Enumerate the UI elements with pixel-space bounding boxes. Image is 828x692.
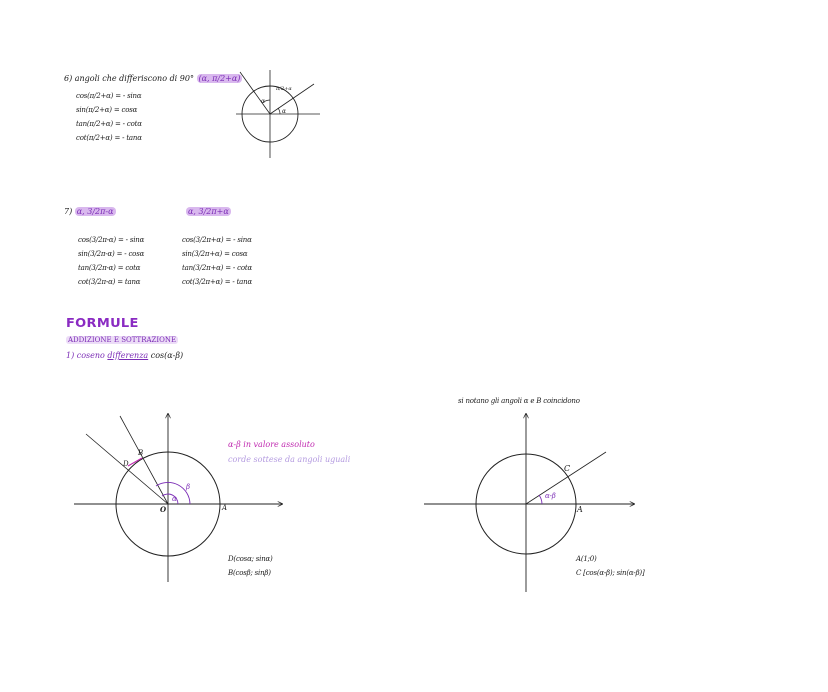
section-7-heading: 7) α, 3/2π-α bbox=[64, 207, 114, 216]
unit-circle-diagram-1 bbox=[228, 62, 328, 162]
coord-b: B(cosβ; sinβ) bbox=[228, 569, 271, 577]
formula-line: cot(π/2+α) = - tanα bbox=[76, 134, 142, 142]
origin-label: O bbox=[160, 505, 166, 514]
formula-line: cos(3/2π-α) = - sinα bbox=[78, 236, 145, 244]
formule-item-1: 1) coseno differenza cos(α-β) bbox=[66, 351, 184, 360]
diagram-label: α bbox=[282, 108, 287, 115]
formula-line: tan(π/2+α) = - cotα bbox=[76, 120, 142, 128]
note-equal-chords: corde sottese da angoli uguali bbox=[228, 455, 351, 464]
formula-line: cos(3/2π+α) = - sinα bbox=[182, 236, 252, 244]
formula-line: cot(3/2π+α) = - tanα bbox=[182, 278, 252, 286]
section-7-highlight-left: α, 3/2π-α bbox=[76, 207, 114, 216]
formule-title: FORMULE bbox=[66, 316, 139, 331]
formula-line: sin(π/2+α) = cosα bbox=[76, 106, 138, 114]
section-7-highlight-right: α, 3/2π+α bbox=[188, 207, 229, 216]
formula-line: sin(3/2π-α) = - cosα bbox=[78, 250, 145, 258]
angle-label-alpha: α bbox=[172, 495, 177, 503]
coord-a: A(1;0) bbox=[576, 555, 597, 563]
section-7-highlight-right-wrap bbox=[186, 207, 231, 216]
diagram-label: π/2+α bbox=[276, 86, 292, 92]
note-angles-coincide: si notano gli angoli α e B coincidono bbox=[458, 397, 580, 405]
section-6-heading: 6) angoli che differiscono di 90° (α, π/2+α) bbox=[64, 74, 241, 83]
formula-line: tan(3/2π+α) = - cotα bbox=[182, 264, 252, 272]
formule-subtitle: ADDIZIONE E SOTTRAZIONE bbox=[68, 336, 177, 344]
diagram-label: α bbox=[261, 98, 266, 105]
note-abs-value: α-β in valore assoluto bbox=[228, 440, 315, 449]
coord-c: C [cos(α-β); sin(α-β)] bbox=[576, 569, 645, 577]
angle-label-beta: β bbox=[186, 483, 190, 491]
point-label-d: D bbox=[123, 460, 129, 468]
formula-line: tan(3/2π-α) = cotα bbox=[78, 264, 141, 272]
point-label-a: A bbox=[222, 504, 227, 512]
coord-d: D(cosα; sinα) bbox=[228, 555, 273, 563]
section-6-highlight: (α, π/2+α) bbox=[198, 74, 241, 83]
formula-line: cot(3/2π-α) = tanα bbox=[78, 278, 141, 286]
formula-line: sin(3/2π+α) = cosα bbox=[182, 250, 248, 258]
point-label-c: C bbox=[564, 464, 571, 473]
point-label-a-right: A bbox=[577, 505, 583, 514]
formula-line: cos(π/2+α) = - sinα bbox=[76, 92, 142, 100]
angle-label-diff: α-β bbox=[545, 492, 556, 500]
point-label-b: B bbox=[138, 449, 143, 457]
